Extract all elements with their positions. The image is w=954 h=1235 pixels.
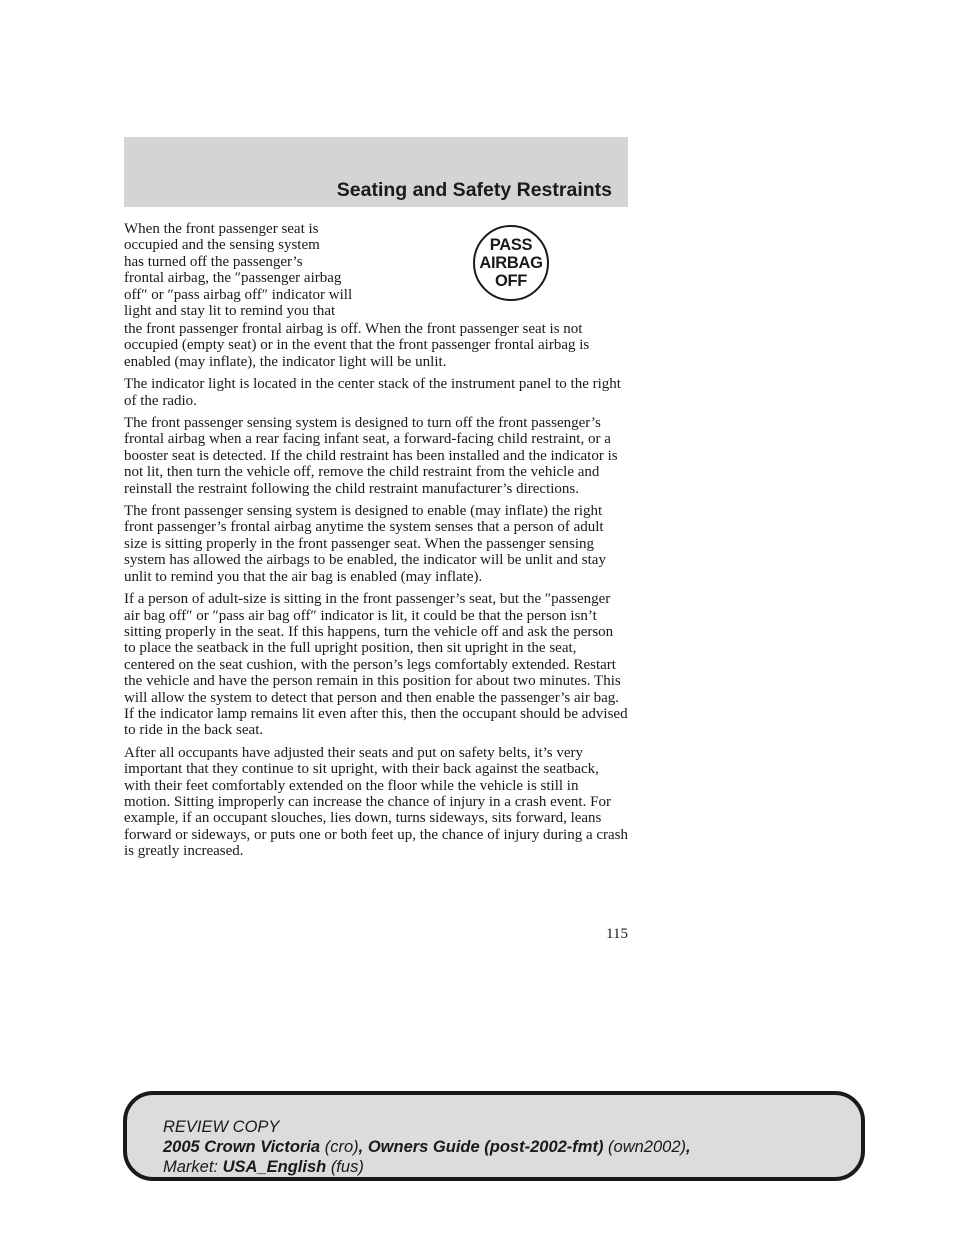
intro-text [124, 221, 394, 319]
main-content [124, 221, 628, 866]
paragraph: The front passenger sensing system is designed to enable (may inflate) the right front passenger’s frontal airbag anytime the system senses that a person of adult size is sitting properly in the front passenger seat. When the passenger sensing system has allowed the airbags to be enabled, the indicator will be unlit and stay unlit to remind you that the air bag is enabled (may inflate). [124, 503, 606, 585]
intro-line: light and stay lit to remind you that [124, 303, 336, 320]
paragraph: If a person of adult-size is sitting in the front passenger’s seat, but the ″passenger air bag off″ or ″pass air bag off″ indicator is lit, it could be that the person isn’t sitting properly in the seat. If this happens, turn the vehicle off and ask the person to place the seatback in the full upright position, then sit upright in the seat, centered on the seat cushion, with the person’s legs comfortably extended. Restart the vehicle and have the person remain in this position for about two minutes. This will allow the system to detect that person and then enable the passenger’s air bag. If the indicator lamp remains lit even after this, then the occupant should be advised to ride in the back seat. [124, 591, 628, 739]
indicator-line: OFF [494, 272, 528, 290]
intro-continuation: the front passenger frontal airbag is off. When the front passenger seat is not occupied (empty seat) or in the event that the front passenger frontal airbag is enabled (may inflate), the indicator light will be unlit. [124, 321, 590, 370]
market-label: Market: [163, 1158, 219, 1176]
review-copy-box [123, 1091, 865, 1181]
market-code: (fus) [330, 1158, 364, 1176]
indicator-line: PASS [489, 236, 533, 254]
page-number: 115 [606, 926, 628, 942]
intro-line: When the front passenger seat is [124, 221, 319, 237]
intro-line: frontal airbag, the ″passenger airbag [124, 270, 342, 287]
guide-code: (own2002) [608, 1138, 687, 1156]
separator: , [686, 1138, 691, 1156]
paragraph: The front passenger sensing system is designed to turn off the front passenger’s frontal airbag when a rear facing infant seat, a forward-facing child restraint, or a booster seat is detected. If the child restraint has been installed and the indicator is not lit, then turn the vehicle off, remove the child restraint from the vehicle and reinstall the restraint following the child restraint manufacturer’s directions. [124, 415, 618, 497]
vehicle-code: (cro) [324, 1138, 359, 1156]
section-title: Seating and Safety Restraints [336, 179, 612, 201]
paragraph: The indicator light is located in the center stack of the instrument panel to the right of the radio. [124, 376, 621, 409]
vehicle-name: 2005 Crown Victoria [163, 1138, 321, 1156]
indicator-line: AIRBAG [479, 254, 543, 272]
review-label: REVIEW COPY [163, 1118, 280, 1136]
paragraph: After all occupants have adjusted their seats and put on safety belts, it’s very important that they continue to sit upright, with their back against the seatback, with their feet comfortably extended on the floor while the vehicle is still in motion. Sitting improperly can increase the chance of injury in a crash event. For example, if an occupant slouches, lies down, turns sideways, sits forward, leans forward or sideways, or puts one or both feet up, the chance of injury during a crash is greatly increased. [124, 744, 629, 860]
section-header [124, 137, 628, 207]
guide-name: Owners Guide (post-2002-fmt) [367, 1138, 604, 1156]
review-market-line [163, 1157, 861, 1177]
review-document-line [163, 1137, 861, 1157]
intro-block [124, 221, 628, 321]
separator: , [358, 1138, 364, 1156]
intro-line: occupied and the sensing system [124, 237, 320, 254]
pass-airbag-off-icon [473, 225, 549, 301]
intro-line: has turned off the passenger’s [124, 253, 303, 270]
intro-line: off″ or ″pass airbag off″ indicator will [124, 286, 353, 303]
market-name: USA_English [222, 1158, 327, 1176]
